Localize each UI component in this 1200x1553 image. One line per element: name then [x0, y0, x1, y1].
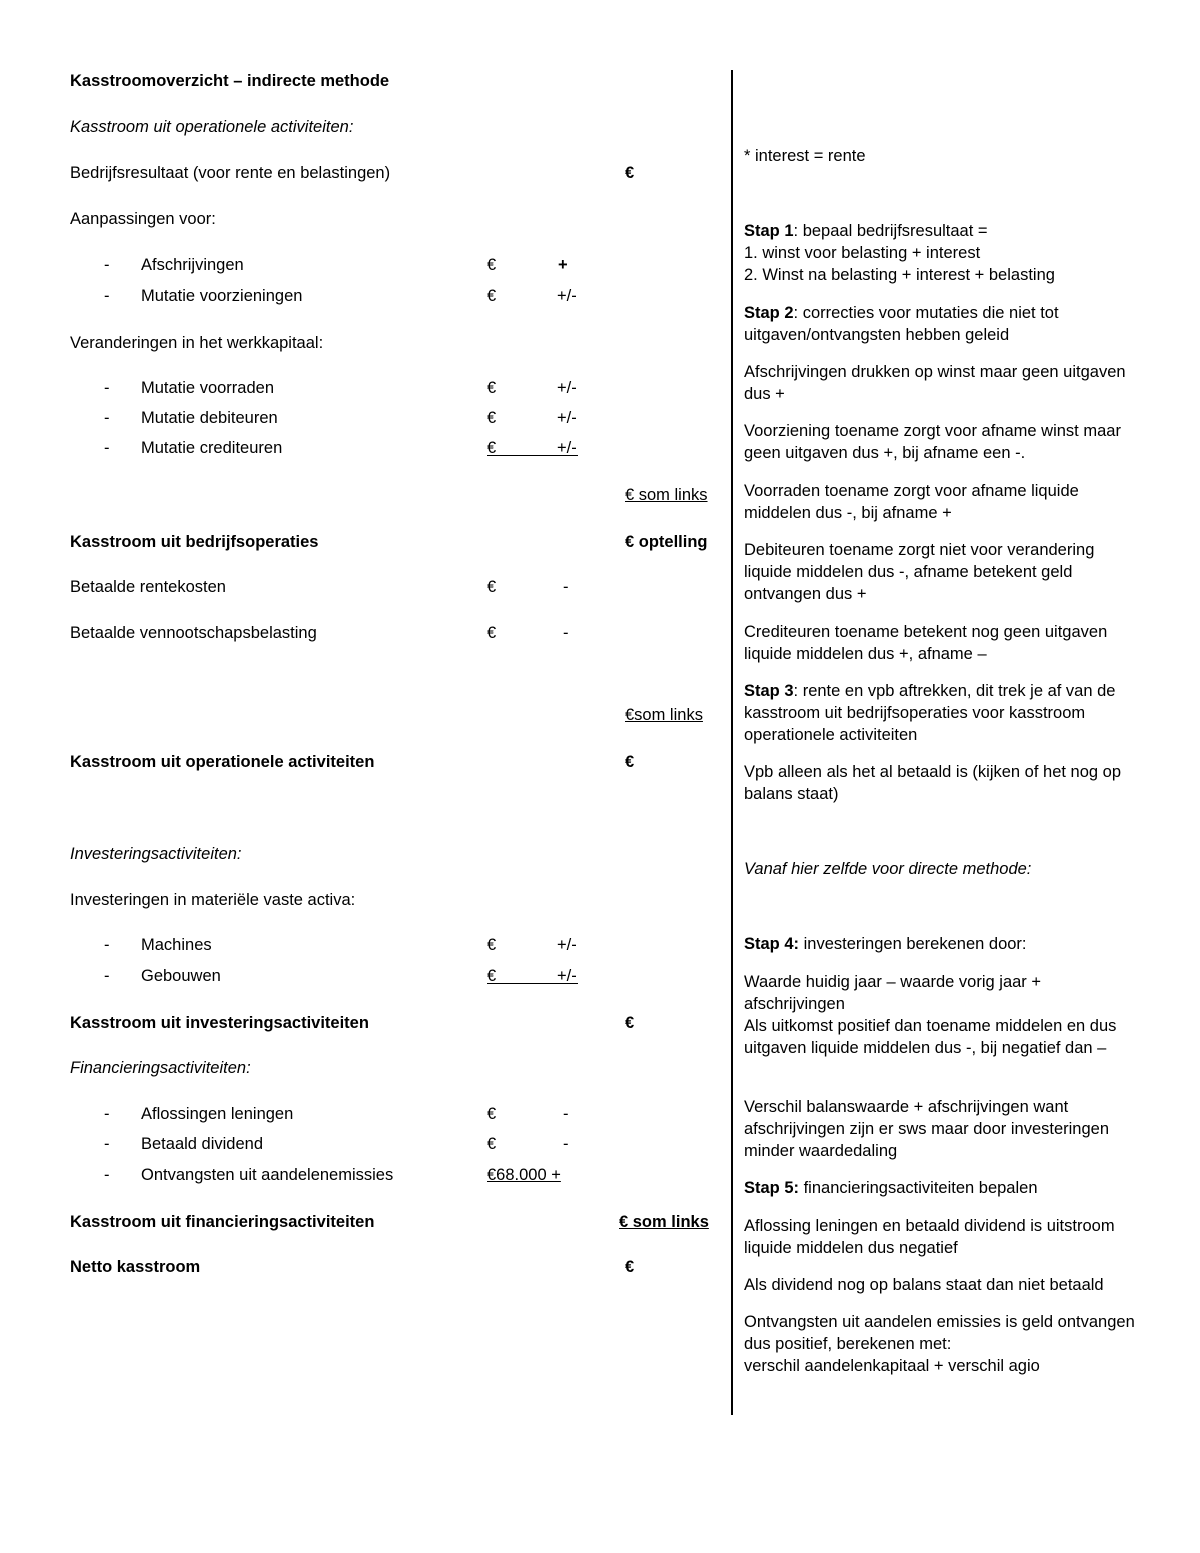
stap3-text: : rente en vpb aftrekken, dit trek je af van de kasstroom uit bedrijfsoperaties voor kasstroom operationele activiteiten [744, 682, 1116, 744]
mutatie-voorraden-sign: +/- [557, 379, 577, 397]
mutatie-debiteuren-currency: € [487, 409, 497, 427]
operationele-value: € [625, 753, 635, 771]
aandelenemissies-label: Ontvangsten uit aandelenemissies [141, 1166, 394, 1184]
waarde-line1: Waarde huidig jaar – waarde vorig jaar + afschrijvingen [744, 973, 1042, 1013]
list-dash: - [104, 409, 110, 427]
stap5-text: financieringsactiviteiten bepalen [799, 1179, 1038, 1197]
stap1-line1: 1. winst voor belasting + interest [744, 244, 981, 262]
rentekosten-label: Betaalde rentekosten [70, 578, 226, 596]
investeringen-label: Investeringen in materiële vaste activa: [70, 891, 356, 909]
note-waarde [744, 971, 1144, 1059]
investeringsactiviteiten-label: Kasstroom uit investeringsactiviteiten [70, 1014, 369, 1032]
financieringsactiviteiten-value: € som links [619, 1213, 709, 1231]
afschrijvingen-sign: + [558, 256, 568, 274]
note-stap2 [744, 302, 1144, 346]
mutatie-crediteuren-label: Mutatie crediteuren [141, 439, 283, 457]
gebouwen-currency: € [487, 967, 497, 985]
stap2-text: : correcties voor mutaties die niet tot uitgaven/ontvangsten hebben geleid [744, 304, 1059, 344]
list-dash: - [104, 439, 110, 457]
stap2-title: Stap 2 [744, 304, 794, 322]
list-dash: - [104, 256, 110, 274]
note-stap4 [744, 933, 1144, 955]
stap4-text: investeringen berekenen door: [799, 935, 1027, 953]
operational-section-label: Kasstroom uit operationele activiteiten: [70, 118, 354, 136]
investeringsactiviteiten-value: € [625, 1014, 635, 1032]
mutatie-voorzieningen-sign: +/- [557, 287, 577, 305]
page-title: Kasstroomoverzicht – indirecte methode [70, 72, 390, 90]
netto-label: Netto kasstroom [70, 1258, 201, 1276]
list-dash: - [104, 1105, 110, 1123]
dividend-currency: € [487, 1135, 497, 1153]
gebouwen-sign: +/- [557, 967, 577, 985]
mutatie-debiteuren-sign: +/- [557, 409, 577, 427]
stap5-title: Stap 5: [744, 1179, 800, 1197]
aflossingen-label: Aflossingen leningen [141, 1105, 294, 1123]
note-stap3 [744, 680, 1144, 746]
financiering-section-label: Financieringsactiviteiten: [70, 1059, 251, 1077]
machines-label: Machines [141, 936, 212, 954]
note-aflossing: Aflossing leningen en betaald dividend is uitstroom liquide middelen dus negatief [744, 1217, 1115, 1257]
netto-value: € [625, 1258, 635, 1276]
werkkapitaal-label: Veranderingen in het werkkapitaal: [70, 334, 324, 352]
bedrijfsoperaties-label: Kasstroom uit bedrijfsoperaties [70, 533, 319, 551]
note-vpb: Vpb alleen als het al betaald is (kijken of het nog op balans staat) [744, 763, 1122, 803]
note-ontvangsten [744, 1311, 1144, 1377]
stap1-text: : bepaal bedrijfsresultaat = [793, 222, 988, 240]
note-voorraden: Voorraden toename zorgt voor afname liquide middelen dus -, bij afname + [744, 482, 1079, 522]
note-vanaf: Vanaf hier zelfde voor directe methode: [744, 860, 1032, 878]
note-interest: * interest = rente [744, 147, 866, 165]
ontvangsten-line2: verschil aandelenkapitaal + verschil agio [744, 1357, 1040, 1375]
bedrijfsoperaties-value: € optelling [625, 533, 708, 551]
som-links-1: € som links [625, 486, 708, 504]
investering-section-label: Investeringsactiviteiten: [70, 845, 242, 863]
note-voorziening: Voorziening toename zorgt voor afname winst maar geen uitgaven dus +, bij afname een -. [744, 422, 1121, 462]
aflossingen-currency: € [487, 1105, 497, 1123]
mutatie-voorraden-label: Mutatie voorraden [141, 379, 274, 397]
stap1-line2: 2. Winst na belasting + interest + belasting [744, 266, 1055, 284]
som-links-2: €som links [625, 706, 703, 724]
bedrijfsresultaat-label: Bedrijfsresultaat (voor rente en belastingen) [70, 164, 391, 182]
stap4-title: Stap 4: [744, 935, 800, 953]
mutatie-debiteuren-label: Mutatie debiteuren [141, 409, 278, 427]
operationele-label: Kasstroom uit operationele activiteiten [70, 753, 375, 771]
machines-currency: € [487, 936, 497, 954]
mutatie-voorzieningen-currency: € [487, 287, 497, 305]
aanpassingen-label: Aanpassingen voor: [70, 210, 216, 228]
list-dash: - [104, 936, 110, 954]
note-crediteuren: Crediteuren toename betekent nog geen uitgaven liquide middelen dus +, afname – [744, 623, 1108, 663]
mutatie-voorraden-currency: € [487, 379, 497, 397]
gebouwen-label: Gebouwen [141, 967, 221, 985]
dividend-label: Betaald dividend [141, 1135, 264, 1153]
note-debiteuren: Debiteuren toename zorgt niet voor verandering liquide middelen dus -, afname betekent geld ontvangen dus + [744, 541, 1095, 603]
list-dash: - [104, 1166, 110, 1184]
machines-sign: +/- [557, 936, 577, 954]
stap3-title: Stap 3 [744, 682, 794, 700]
column-divider [731, 70, 733, 1415]
note-afschrijvingen: Afschrijvingen drukken op winst maar geen uitgaven dus + [744, 363, 1126, 403]
vpb-sign: - [563, 624, 569, 642]
note-verschil: Verschil balanswaarde + afschrijvingen want afschrijvingen zijn er sws maar door investeringen minder waardedaling [744, 1098, 1109, 1160]
afschrijvingen-label: Afschrijvingen [141, 256, 244, 274]
note-stap1 [744, 220, 1144, 286]
waarde-line2: Als uitkomst positief dan toename middelen en dus uitgaven liquide middelen dus -, bij negatief dan – [744, 1017, 1117, 1057]
financieringsactiviteiten-label: Kasstroom uit financieringsactiviteiten [70, 1213, 375, 1231]
list-dash: - [104, 287, 110, 305]
ontvangsten-line1: Ontvangsten uit aandelen emissies is geld ontvangen dus positief, berekenen met: [744, 1313, 1135, 1353]
mutatie-crediteuren-currency: € [487, 439, 497, 457]
afschrijvingen-currency: € [487, 256, 497, 274]
aandelenemissies-value: €68.000 + [487, 1166, 561, 1184]
list-dash: - [104, 1135, 110, 1153]
list-dash: - [104, 379, 110, 397]
vpb-label: Betaalde vennootschapsbelasting [70, 624, 317, 642]
note-stap5 [744, 1177, 1144, 1199]
bedrijfsresultaat-value: € [625, 164, 635, 182]
stap1-title: Stap 1 [744, 222, 794, 240]
list-dash: - [104, 967, 110, 985]
mutatie-voorzieningen-label: Mutatie voorzieningen [141, 287, 303, 305]
rentekosten-sign: - [563, 578, 569, 596]
vpb-currency: € [487, 624, 497, 642]
rentekosten-currency: € [487, 578, 497, 596]
dividend-sign: - [563, 1135, 569, 1153]
aflossingen-sign: - [563, 1105, 569, 1123]
mutatie-crediteuren-sign: +/- [557, 439, 577, 457]
note-dividend: Als dividend nog op balans staat dan niet betaald [744, 1276, 1104, 1294]
